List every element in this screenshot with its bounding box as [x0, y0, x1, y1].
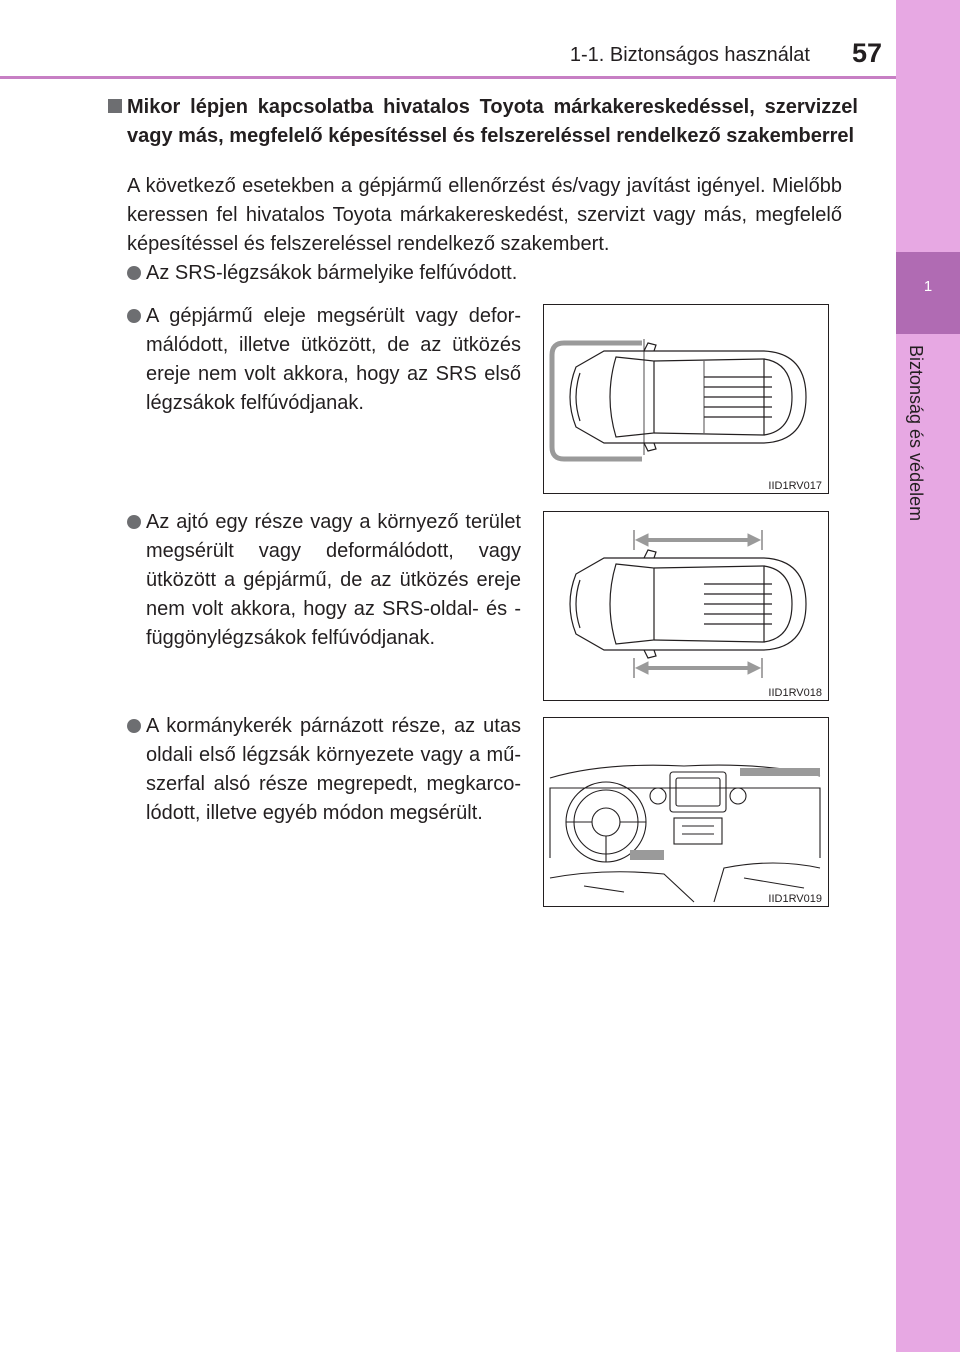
- list-item: [127, 259, 842, 288]
- section-heading-text: Mikor lépjen kapcsolatba hivatalos Toyota márkakereskedéssel, szervizzel vagy más, megfelelő képesítéssel és felszereléssel rendelkező szakemberrel: [127, 96, 858, 147]
- figure-id: IID1RV019: [768, 893, 822, 905]
- chapter-title: Biztonság és védelem: [906, 345, 926, 522]
- bullet-icon: [127, 309, 141, 323]
- intro-paragraph: A következő esetekben a gépjármű ellenőrzést és/vagy javítást igényel. Mielőbb keressen fel hivatalos Toyota márkakereskedést, szervizt vagy más, megfelelő képesítéssel és felszereléssel rendelkező szakembert.: [127, 175, 842, 255]
- figure-id: IID1RV018: [768, 687, 822, 699]
- bullet-icon: [127, 266, 141, 280]
- list-item: [127, 712, 521, 828]
- figure-front-impact: [543, 304, 829, 494]
- list-item-text: A gépjármű eleje megsérült vagy deformálódott, illetve ütközött, de az ütközés ereje nem volt akkora, hogy az SRS első légzsákok felfúvódjanak.: [146, 305, 521, 414]
- bullet-icon: [127, 515, 141, 529]
- page-number: 57: [851, 38, 882, 68]
- section-heading: [106, 93, 858, 150]
- list-item-text: Az SRS-légzsákok bármelyike felfúvódott.: [146, 262, 518, 284]
- header-rule: [0, 76, 896, 79]
- list-item: [127, 508, 521, 653]
- car-top-view-illustration: [544, 305, 828, 493]
- chapter-side-tab[interactable]: [896, 0, 960, 1352]
- bullet-icon: [127, 719, 141, 733]
- dashboard-illustration: [544, 718, 828, 906]
- figure-dashboard: [543, 717, 829, 907]
- chapter-number: 1: [923, 278, 933, 295]
- list-item-text: Az ajtó egy része vagy a környező terület megsérült vagy deformálódott, vagy ütközött a gépjármű, de az ütközés ereje nem volt akkora, hogy az SRS-oldal- és -függönylégzsákok felfúvódjanak.: [146, 511, 521, 649]
- figure-side-impact: [543, 511, 829, 701]
- list-item: [127, 302, 521, 418]
- running-header: 1-1. Biztonságos használat: [569, 44, 810, 66]
- car-top-view-illustration: [544, 512, 828, 700]
- figure-id: IID1RV017: [768, 480, 822, 492]
- list-item-text: A kormánykerék párnázott része, az utas oldali első légzsák környezete vagy a műszerfal alsó része megrepedt, megkarcolódott, illetve egyéb módon megsérült.: [146, 715, 521, 824]
